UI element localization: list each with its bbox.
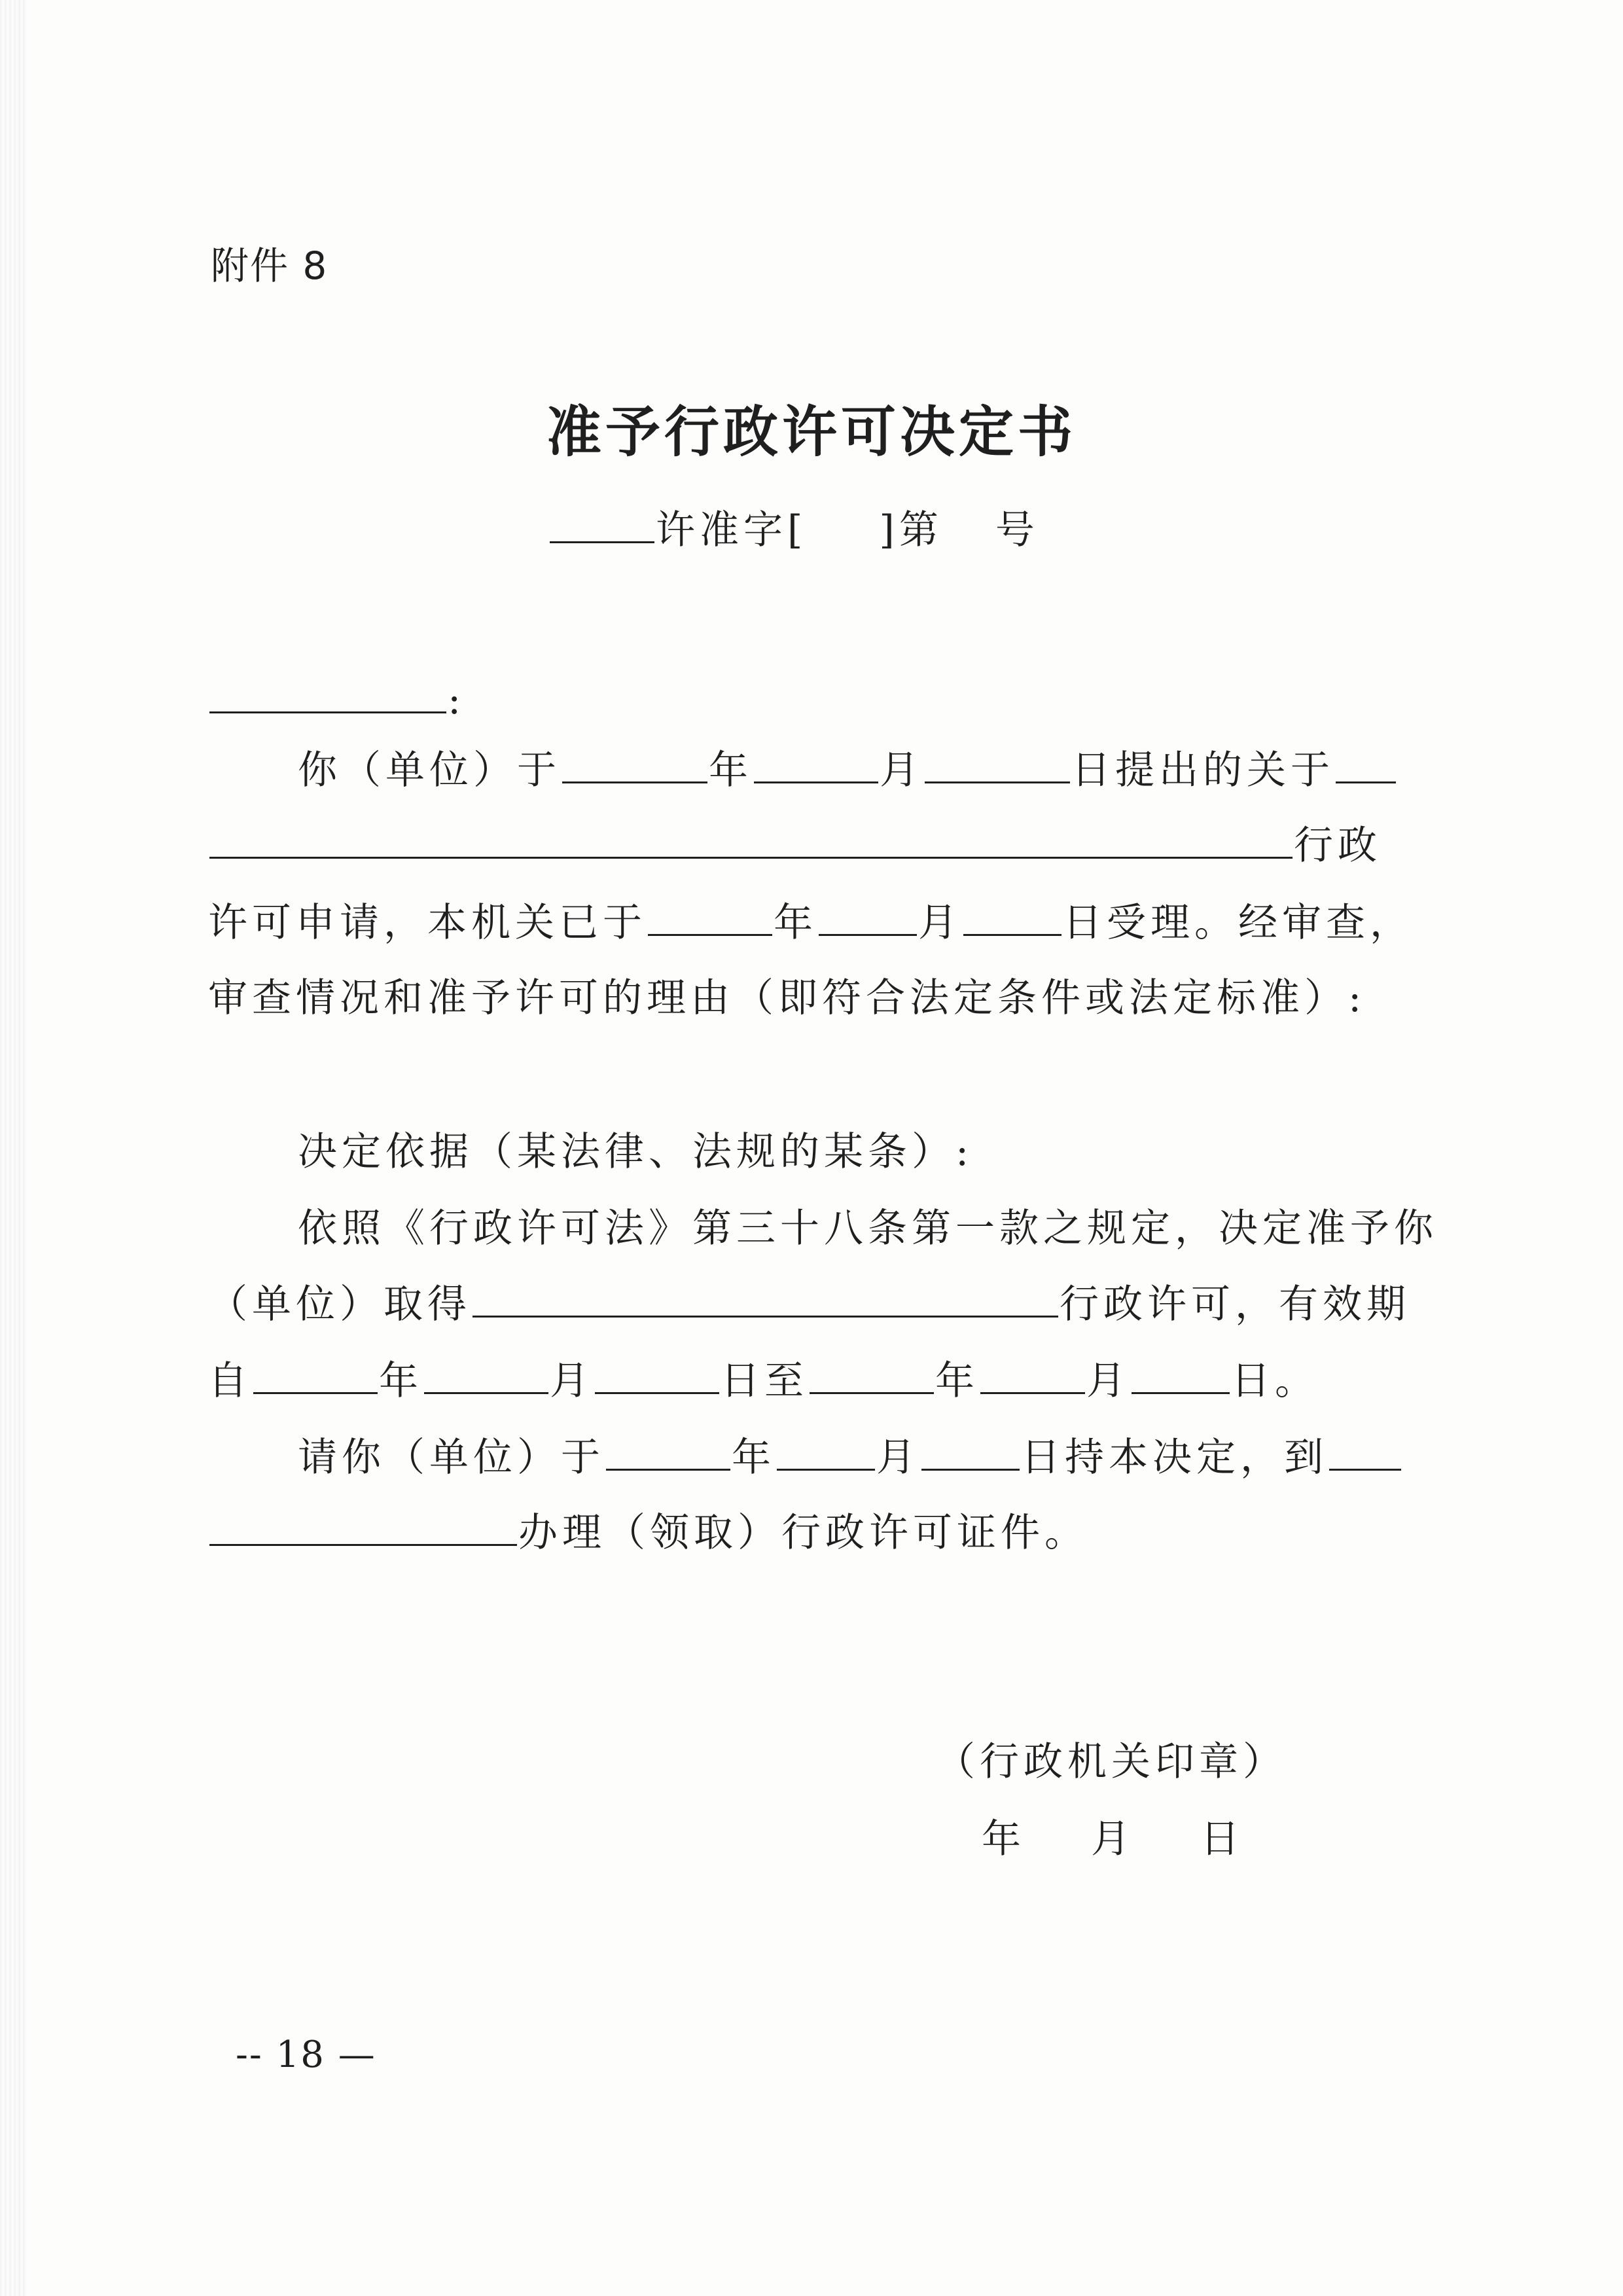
review-reason-line: 审查情况和准予许可的理由（即符合法定条件或法定标准）: [208, 975, 1366, 1021]
month-blank [754, 747, 878, 783]
day-submitted-label: 日提出的关于 [1071, 747, 1334, 793]
license-name-blank-start [1336, 747, 1396, 783]
month-blank-2 [819, 899, 917, 936]
year-label: 年 [709, 747, 753, 793]
request-month-blank [777, 1434, 875, 1471]
to-year-label: 年 [935, 1358, 979, 1404]
issuer-blank [550, 507, 654, 543]
request-day-blank [921, 1434, 1020, 1471]
seal-day-label: 日 [1200, 1816, 1244, 1862]
request-year-label: 年 [732, 1435, 776, 1480]
addressee-line [208, 674, 465, 726]
attachment-label: 附件 8 [211, 243, 329, 288]
addressee-blank [209, 677, 446, 713]
day-blank [925, 747, 1070, 783]
location-blank [209, 1509, 517, 1546]
to-month-blank [980, 1357, 1085, 1394]
year-label-2: 年 [774, 900, 817, 946]
acceptance-lead: 许可申请，本机关已于 [208, 900, 647, 946]
day-to-label: 日至 [721, 1358, 808, 1404]
decision-line-1: 依照《行政许可法》第三十八条第一款之规定，决定准予你 [298, 1206, 1438, 1251]
license-tail: 行政 [1294, 823, 1382, 869]
doc-number-middle: ]第 [879, 507, 943, 553]
month-label-2: 月 [918, 900, 962, 946]
license-name-blank [209, 822, 1293, 859]
agency-seal-label: （行政机关印章） [936, 1739, 1287, 1785]
from-day-blank [595, 1357, 719, 1394]
request-day-label: 日持本决定，到 [1021, 1435, 1328, 1480]
validity-label: 行政许可，有效期 [1060, 1282, 1410, 1327]
doc-number-prefix: 许准字[ [656, 507, 808, 553]
day-accepted-label: 日受理。经审查， [1063, 900, 1414, 946]
to-month-label: 月 [1086, 1358, 1130, 1404]
to-year-blank [810, 1357, 934, 1394]
from-month-label: 月 [550, 1358, 594, 1404]
year-blank [562, 747, 707, 783]
validity-from: 自 [208, 1358, 252, 1404]
scan-edge [0, 0, 26, 2296]
to-day-blank [1132, 1357, 1230, 1394]
location-blank-start [1329, 1434, 1401, 1471]
seal-month-label: 月 [1091, 1816, 1135, 1862]
application-lead: 你（单位）于 [298, 747, 561, 793]
application-line-3 [208, 897, 1414, 949]
doc-number-suffix: 号 [995, 507, 1039, 553]
request-year-blank [606, 1434, 730, 1471]
application-line-1 [298, 744, 1397, 797]
request-month-label: 月 [876, 1435, 920, 1480]
document-number-line [548, 504, 1039, 556]
from-year-label: 年 [379, 1358, 423, 1404]
to-day-label: 日。 [1231, 1358, 1319, 1404]
document-title: 准予行政许可决定书 [546, 400, 1077, 464]
day-blank-2 [963, 899, 1061, 936]
year-blank-2 [648, 899, 772, 936]
collect-certificate-label: 办理（领取）行政许可证件。 [518, 1510, 1088, 1556]
decision-line-2 [208, 1278, 1410, 1331]
from-year-blank [253, 1357, 378, 1394]
license-type-blank [473, 1281, 1058, 1318]
page-number: -- 18 — [236, 2034, 376, 2076]
decision-basis-label: 决定依据（某法律、法规的某条）: [298, 1129, 974, 1175]
decision-line-3 [208, 1355, 1319, 1407]
request-lead: 请你（单位）于 [298, 1435, 605, 1480]
obtain-lead: （单位）取得 [208, 1282, 471, 1327]
from-month-blank [424, 1357, 548, 1394]
request-line-2 [208, 1507, 1088, 1559]
seal-date-line [982, 1813, 1244, 1865]
application-line-2 [208, 819, 1382, 872]
request-line-1 [298, 1431, 1402, 1484]
month-label: 月 [880, 747, 923, 793]
seal-year-label: 年 [982, 1816, 1026, 1862]
addressee-colon: : [448, 677, 466, 723]
